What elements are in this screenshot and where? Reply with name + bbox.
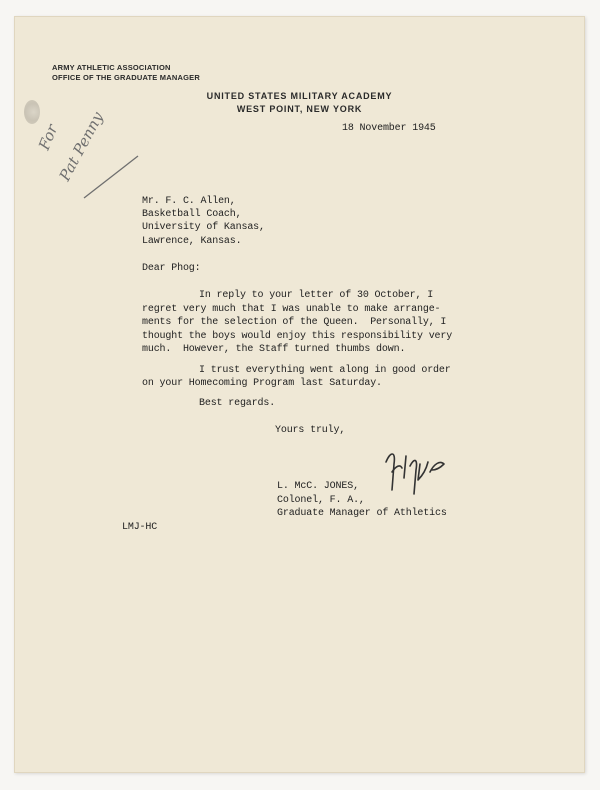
academy-name: UNITED STATES MILITARY ACADEMY <box>206 91 393 101</box>
pencil-annotation <box>35 106 150 216</box>
recipient-line-4: Lawrence, Kansas. <box>142 236 242 247</box>
recipient-line-2: Basketball Coach, <box>142 209 242 220</box>
body-p2-line-2: on your Homecoming Program last Saturday. <box>142 378 382 389</box>
letterhead-association <box>52 63 200 83</box>
letter-date: 18 November 1945 <box>342 123 436 134</box>
signer-rank: Colonel, F. A., <box>277 495 365 506</box>
body-p1-line-1: In reply to your letter of 30 October, I <box>199 290 434 301</box>
annotation-line-2: Pat Penny <box>55 108 107 184</box>
annotation-line-1: For <box>35 121 62 153</box>
pencil-underline <box>84 156 138 198</box>
recipient-line-1: Mr. F. C. Allen, <box>142 196 236 207</box>
salutation: Dear Phog: <box>142 263 201 274</box>
letter-sheet <box>14 16 585 773</box>
body-p1-line-4: thought the boys would enjoy this responsibility very <box>142 331 453 342</box>
signer-name: L. McC. JONES, <box>277 481 359 492</box>
body-p1-line-2: regret very much that I was unable to make arrange- <box>142 304 441 315</box>
body-p1-line-3: ments for the selection of the Queen. Personally, I <box>142 317 447 328</box>
academy-location: WEST POINT, NEW YORK <box>236 104 363 114</box>
recipient-line-3: University of Kansas, <box>142 222 265 233</box>
closing: Yours truly, <box>275 425 346 436</box>
closing-regards: Best regards. <box>199 398 276 409</box>
reference-initials: LMJ-HC <box>122 522 158 533</box>
office-name: OFFICE OF THE GRADUATE MANAGER <box>52 73 200 82</box>
signer-title: Graduate Manager of Athletics <box>277 508 447 519</box>
body-p2-line-1: I trust everything went along in good order <box>199 365 451 376</box>
body-p1-line-5: much. However, the Staff turned thumbs down. <box>142 344 406 355</box>
association-name: ARMY ATHLETIC ASSOCIATION <box>52 63 171 72</box>
handwritten-signature <box>382 442 462 498</box>
